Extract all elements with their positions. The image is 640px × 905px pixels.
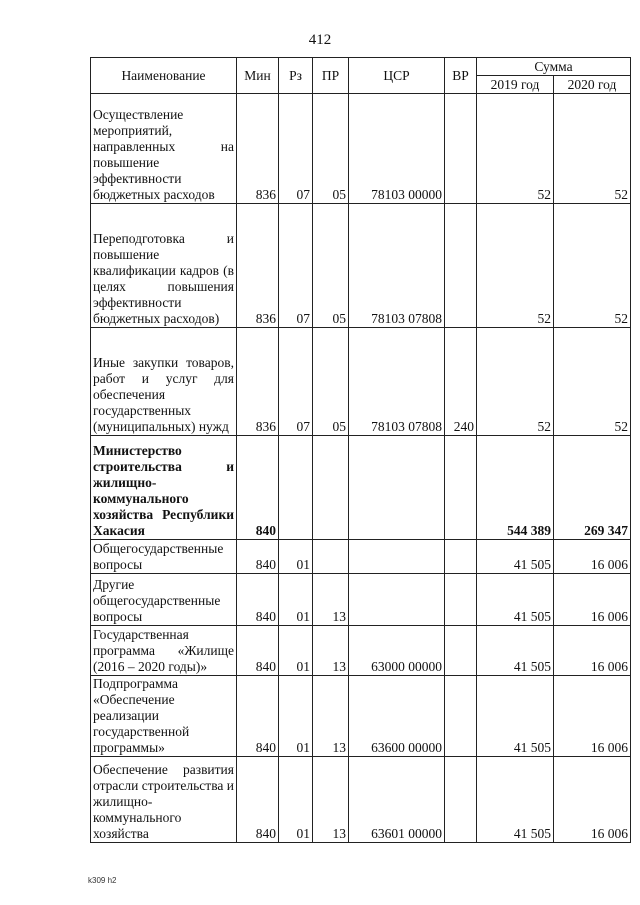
cell-pr: 05: [313, 204, 349, 328]
cell-pr: 05: [313, 94, 349, 204]
cell-name: Переподготовка и повышение квалификации кадров (в целях повышения эффективности бюджетных расходов): [91, 204, 237, 328]
cell-rz: 01: [279, 626, 313, 676]
cell-min: 840: [237, 436, 279, 540]
page-number: 412: [308, 32, 332, 48]
cell-rz: [279, 436, 313, 540]
table-row: [91, 540, 631, 574]
cell-pr: 13: [313, 676, 349, 757]
cell-min: 840: [237, 757, 279, 843]
cell-csr: 63600 00000: [349, 676, 445, 757]
footer-code: k309 h2: [88, 876, 117, 885]
cell-name: Обеспечение развития отрасли строительства и жилищно-коммунального хозяйства: [91, 757, 237, 843]
header-sum: Сумма: [477, 58, 631, 76]
cell-name: Иные закупки товаров, работ и услуг для обеспечения государственных (муниципальных) нужд: [91, 328, 237, 436]
cell-y2019: 41 505: [477, 676, 554, 757]
table-row: [91, 574, 631, 626]
cell-min: 840: [237, 574, 279, 626]
cell-pr: 05: [313, 328, 349, 436]
cell-rz: 07: [279, 204, 313, 328]
cell-name: Общегосударственные вопросы: [91, 540, 237, 574]
cell-vr: [445, 676, 477, 757]
header-name: Наименование: [91, 58, 237, 94]
header-vr: ВР: [445, 58, 477, 94]
cell-rz: 07: [279, 328, 313, 436]
cell-pr: 13: [313, 757, 349, 843]
cell-min: 836: [237, 204, 279, 328]
cell-vr: [445, 94, 477, 204]
table-row: [91, 94, 631, 204]
cell-y2020: 269 347: [554, 436, 631, 540]
header-2020: 2020 год: [554, 76, 631, 94]
cell-y2020: 16 006: [554, 540, 631, 574]
cell-y2020: 52: [554, 94, 631, 204]
cell-rz: 01: [279, 574, 313, 626]
cell-vr: [445, 204, 477, 328]
cell-csr: [349, 436, 445, 540]
table-row: [91, 204, 631, 328]
header-min: Мин: [237, 58, 279, 94]
table-row: [91, 328, 631, 436]
cell-y2020: 16 006: [554, 676, 631, 757]
cell-y2020: 52: [554, 204, 631, 328]
header-pr: ПР: [313, 58, 349, 94]
cell-y2020: 16 006: [554, 626, 631, 676]
cell-rz: 01: [279, 757, 313, 843]
header-csr: ЦСР: [349, 58, 445, 94]
cell-name: Осуществление мероприятий, направленных на повышение эффективности бюджетных расходов: [91, 94, 237, 204]
cell-min: 840: [237, 626, 279, 676]
cell-csr: 78103 07808: [349, 204, 445, 328]
cell-csr: 63601 00000: [349, 757, 445, 843]
cell-y2019: 52: [477, 328, 554, 436]
cell-min: 840: [237, 676, 279, 757]
cell-vr: [445, 540, 477, 574]
cell-rz: 01: [279, 676, 313, 757]
budget-table: [90, 57, 631, 843]
cell-min: 836: [237, 94, 279, 204]
cell-y2019: 41 505: [477, 757, 554, 843]
cell-y2019: 41 505: [477, 626, 554, 676]
cell-min: 836: [237, 328, 279, 436]
header-2019: 2019 год: [477, 76, 554, 94]
cell-y2019: 52: [477, 94, 554, 204]
cell-pr: 13: [313, 626, 349, 676]
table-row: [91, 626, 631, 676]
cell-pr: 13: [313, 574, 349, 626]
cell-vr: [445, 436, 477, 540]
table-body: [91, 94, 631, 843]
cell-csr: 78103 00000: [349, 94, 445, 204]
cell-y2020: 16 006: [554, 757, 631, 843]
cell-name: Министерство строительства и жилищно-коммунального хозяйства Республики Хакасия: [91, 436, 237, 540]
cell-vr: [445, 626, 477, 676]
cell-y2019: 544 389: [477, 436, 554, 540]
cell-y2020: 52: [554, 328, 631, 436]
cell-pr: [313, 436, 349, 540]
cell-pr: [313, 540, 349, 574]
cell-y2020: 16 006: [554, 574, 631, 626]
cell-csr: [349, 540, 445, 574]
cell-y2019: 41 505: [477, 540, 554, 574]
cell-csr: 78103 07808: [349, 328, 445, 436]
cell-rz: 07: [279, 94, 313, 204]
cell-csr: 63000 00000: [349, 626, 445, 676]
cell-y2019: 41 505: [477, 574, 554, 626]
table-row: [91, 676, 631, 757]
cell-vr: [445, 757, 477, 843]
cell-min: 840: [237, 540, 279, 574]
cell-name: Государственная программа «Жилище (2016 – 2020 годы)»: [91, 626, 237, 676]
cell-vr: [445, 574, 477, 626]
cell-csr: [349, 574, 445, 626]
cell-name: Подпрограмма «Обеспечение реализации государственной программы»: [91, 676, 237, 757]
cell-y2019: 52: [477, 204, 554, 328]
table-row: [91, 757, 631, 843]
cell-rz: 01: [279, 540, 313, 574]
table-row: [91, 436, 631, 540]
cell-vr: 240: [445, 328, 477, 436]
cell-name: Другие общегосударственные вопросы: [91, 574, 237, 626]
header-rz: Рз: [279, 58, 313, 94]
